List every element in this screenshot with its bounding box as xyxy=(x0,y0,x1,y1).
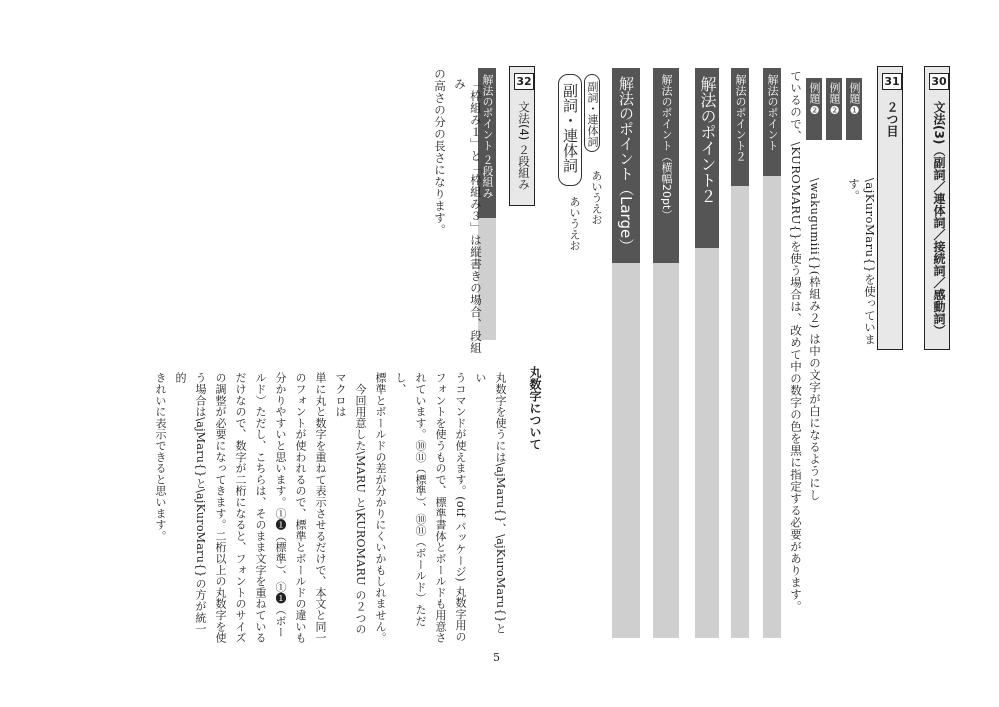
maru-body xyxy=(154,372,510,644)
section-title-31: ２つ目 xyxy=(885,101,899,138)
aiueo-text-2: あいうえお xyxy=(568,196,581,251)
maru-line: フォントを使うもので、標準書体とボールドも用意さ xyxy=(434,372,447,644)
fukushi-box-small: 副詞・連体詞 xyxy=(584,74,600,152)
note-line-2: の高さの分の長さになります。 xyxy=(433,68,447,236)
example-number-2: ❷ xyxy=(828,104,841,117)
tab-column-5 xyxy=(612,68,640,638)
maru-line: う場合は\ajMaru{}と\ajKuroMaru{}の方が統一的 xyxy=(174,372,207,635)
tab-column-4 xyxy=(653,68,679,638)
section-box-32 xyxy=(509,66,535,206)
example-number-3: ❷ xyxy=(808,104,821,117)
tab-label-4: 解法のポイント（横幅20pt） xyxy=(653,68,679,263)
maru-line: 標準とボールドの差が分かりにくいかもしれません。 xyxy=(374,372,387,644)
aiueo-text-1: あいうえお xyxy=(590,170,603,225)
maru-line: うコマンドが使えます。(otf パッケージ) 丸数字用の xyxy=(454,372,467,643)
maru-line: 分かりやすいと思います。①❶（標準）、①❶（ボー xyxy=(274,372,287,638)
section-title-32: 文法(4) ２段組み xyxy=(517,101,531,191)
tab-column-1 xyxy=(763,68,781,638)
tab-bar-4 xyxy=(653,263,679,638)
fukushi-box-large: 副詞・連体詞 xyxy=(558,74,582,186)
tab-column-3 xyxy=(695,68,719,638)
tab-label-5: 解法のポイント（Large） xyxy=(612,68,640,263)
section-box-31 xyxy=(877,66,903,350)
tab-label-2: 解法のポイント２ xyxy=(731,68,749,186)
maru-line: 丸数字を使うには\ajMaru{}、\ajKuroMaru{}とい xyxy=(474,372,507,635)
maru-line: 単に丸と数字を重ねて表示させるだけで、本文と同一 xyxy=(314,372,327,644)
maru-line: れています。⑩⑪（標準）、⑩⑪（ボールド）ただし、 xyxy=(394,372,427,627)
example-label-2: 例題❷ xyxy=(826,78,842,140)
wakugumi-line: \wakugumiii{}(枠組み２) は中の文字が白になるようにし xyxy=(808,178,822,501)
tab-bar-3 xyxy=(695,248,719,638)
section-number-32: 32 xyxy=(514,73,534,90)
maru-line: の調整が必要になってきます。二桁以上の丸数字を使 xyxy=(214,372,227,644)
tab-bar-1 xyxy=(763,176,781,638)
example-label-3: 例題❷ xyxy=(806,78,822,140)
section-title-30: 文法(3)（副詞／連体詞／接続詞／感動詞） xyxy=(932,101,946,337)
section-box-30 xyxy=(924,66,950,350)
maru-heading: 丸数字について xyxy=(528,366,542,450)
tab-column-2 xyxy=(731,68,749,638)
tab-label-1: 解法のポイント xyxy=(763,68,781,176)
tab-label-3: 解法のポイント２ xyxy=(695,68,719,248)
maru-line: のフォントが使われるので、標準とボールドの違いも xyxy=(294,372,307,644)
page-number: 5 xyxy=(493,651,500,664)
example-number-1: ❶ xyxy=(848,104,861,117)
example-text-1: \ajKuroMaru{}を使っています。 xyxy=(847,178,877,346)
example-label-1: 例題❶ xyxy=(846,78,862,140)
maru-line: ルド）ただし、こちらは、そのまま文字を重ねている xyxy=(254,372,267,644)
continued-line: ているので、\KUROMARU{}を使う場合は、改めて中の数字の色を黒に指定する必要があります。 xyxy=(789,70,803,613)
maru-line: きれいに表示できると思います。 xyxy=(154,372,167,542)
tab-label-nidan: 解法のポイント ２段組み xyxy=(478,68,496,218)
maru-line: だけなので、数字が二桁になると、フォントのサイズ xyxy=(234,372,247,644)
tab-bar-5 xyxy=(612,263,640,638)
section-number-31: 31 xyxy=(882,73,902,90)
note-line-1: 「枠組み１」と「枠組み３」は縦書きの場合、段組み xyxy=(453,78,483,354)
maru-line: 今回用意した\MARU と\KUROMARU の２つのマクロは xyxy=(334,372,367,635)
section-number-30: 30 xyxy=(929,73,949,90)
tab-bar-2 xyxy=(731,186,749,638)
